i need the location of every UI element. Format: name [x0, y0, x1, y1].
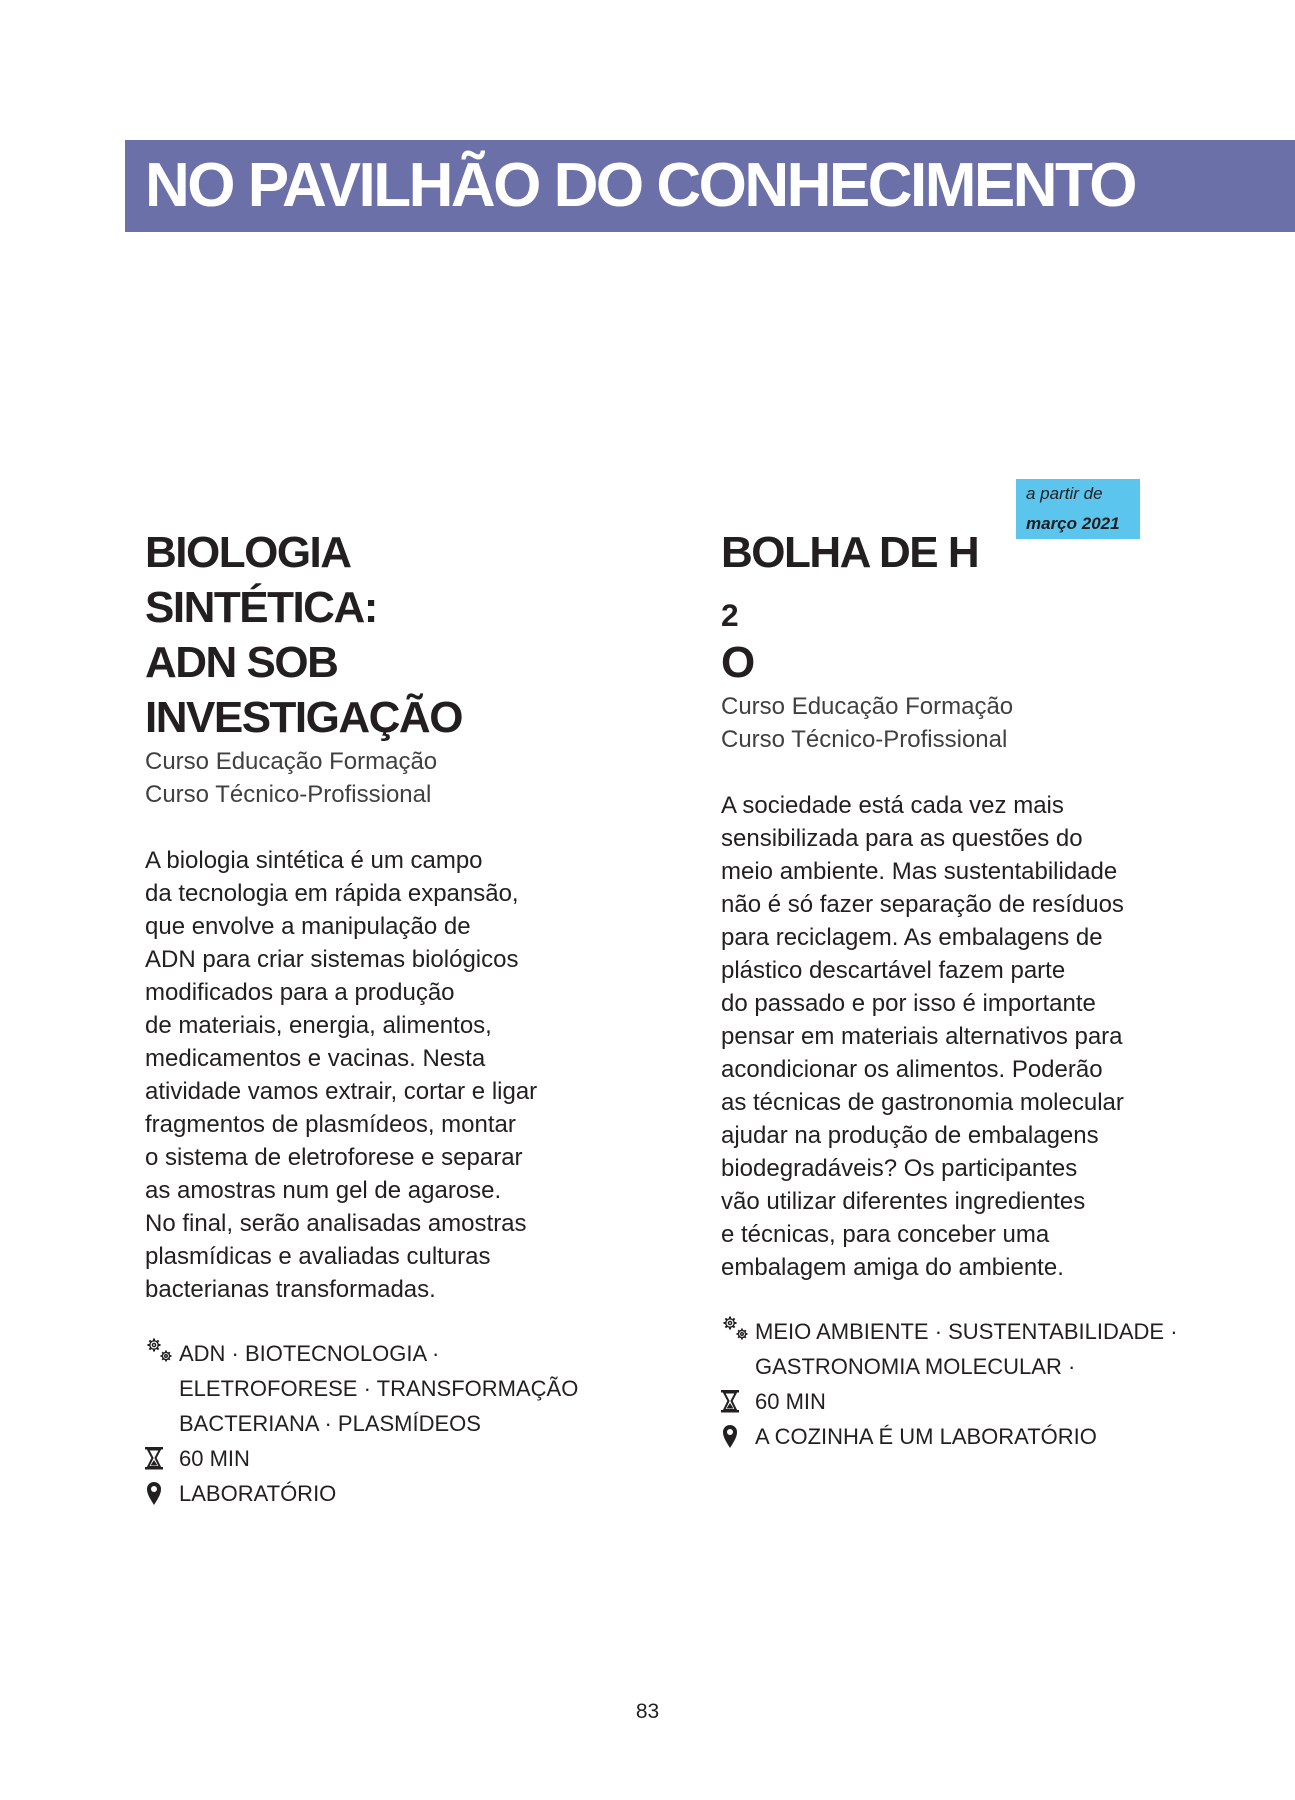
location-text: A COZINHA É UM LABORATÓRIO — [755, 1424, 1097, 1449]
duration-row — [145, 1441, 605, 1476]
description-line: biodegradáveis? Os participantes — [721, 1155, 1078, 1182]
title-subscript: 2 — [721, 597, 738, 633]
title-line — [721, 525, 1221, 690]
duration-row — [721, 1384, 1221, 1419]
description-line: para reciclagem. As embalagens de — [721, 924, 1103, 951]
location-pin-icon — [145, 1476, 179, 1511]
description-line: o sistema de eletroforese e separar — [145, 1144, 523, 1171]
description-line: A biologia sintética é um campo — [145, 847, 483, 874]
tags-row — [721, 1314, 1221, 1384]
description-line: e técnicas, para conceber uma — [721, 1221, 1050, 1248]
tag-line: MEIO AMBIENTE · SUSTENTABILIDADE · — [755, 1319, 1178, 1344]
title-line: SINTÉTICA: — [145, 583, 377, 632]
description-line: A sociedade está cada vez mais — [721, 792, 1064, 819]
description-line: vão utilizar diferentes ingredientes — [721, 1188, 1086, 1215]
course-list — [145, 745, 605, 811]
duration-text: 60 MIN — [179, 1446, 250, 1471]
badge-line: março 2021 — [1026, 514, 1120, 533]
hourglass-icon — [721, 1384, 755, 1419]
location-row — [721, 1419, 1221, 1454]
tags-text — [755, 1314, 1178, 1384]
description-line: modificados para a produção — [145, 979, 455, 1006]
gears-icon — [721, 1314, 755, 1349]
activity-description — [721, 789, 1221, 1284]
location-pin-icon — [721, 1419, 755, 1454]
location-text: LABORATÓRIO — [179, 1481, 337, 1506]
description-line: sensibilizada para as questões do — [721, 825, 1083, 852]
title-text: BOLHA DE H — [721, 528, 979, 577]
description-line: ajudar na produção de embalagens — [721, 1122, 1099, 1149]
badge-line: a partir de — [1026, 484, 1103, 503]
course-item: Curso Educação Formação — [721, 693, 1014, 720]
course-item: Curso Técnico-Profissional — [721, 726, 1008, 753]
hourglass-icon — [145, 1441, 179, 1476]
section-title: NO PAVILHÃO DO CONHECIMENTO — [145, 151, 1135, 220]
activity-description — [145, 844, 605, 1306]
location-row — [145, 1476, 605, 1511]
gears-icon — [145, 1336, 179, 1371]
description-line: meio ambiente. Mas sustentabilidade — [721, 858, 1118, 885]
course-list — [721, 690, 1221, 756]
page-number: 83 — [635, 1700, 660, 1723]
title-line: BIOLOGIA — [145, 528, 351, 577]
description-line: que envolve a manipulação de — [145, 913, 471, 940]
activity-title — [145, 525, 605, 745]
description-line: pensar em materiais alternativos para — [721, 1023, 1123, 1050]
description-line: No final, serão analisadas amostras — [145, 1210, 527, 1237]
activity-title — [721, 525, 1221, 690]
description-line: fragmentos de plasmídeos, montar — [145, 1111, 516, 1138]
description-line: ADN para criar sistemas biológicos — [145, 946, 519, 973]
tag-line: BACTERIANA · PLASMÍDEOS — [179, 1411, 481, 1436]
activity-biologia-sintetica — [145, 525, 605, 1511]
tags-text — [179, 1336, 578, 1441]
description-line: plástico descartável fazem parte — [721, 957, 1066, 984]
description-line: bacterianas transformadas. — [145, 1276, 436, 1303]
description-line: acondicionar os alimentos. Poderão — [721, 1056, 1103, 1083]
tag-line: GASTRONOMIA MOLECULAR · — [755, 1354, 1076, 1379]
activity-meta — [145, 1336, 605, 1511]
course-item: Curso Educação Formação — [145, 748, 438, 775]
description-line: as técnicas de gastronomia molecular — [721, 1089, 1124, 1116]
title-text: O — [721, 638, 754, 687]
description-line: atividade vamos extrair, cortar e ligar — [145, 1078, 538, 1105]
tag-line: ADN · BIOTECNOLOGIA · — [179, 1341, 440, 1366]
description-line: as amostras num gel de agarose. — [145, 1177, 502, 1204]
description-line: não é só fazer separação de resíduos — [721, 891, 1124, 918]
description-line: plasmídicas e avaliadas culturas — [145, 1243, 491, 1270]
description-line: do passado e por isso é importante — [721, 990, 1096, 1017]
course-item: Curso Técnico-Profissional — [145, 781, 432, 808]
tags-row — [145, 1336, 605, 1441]
description-line: embalagem amiga do ambiente. — [721, 1254, 1064, 1281]
title-line: INVESTIGAÇÃO — [145, 693, 462, 742]
title-line: ADN SOB — [145, 638, 338, 687]
duration-text: 60 MIN — [755, 1389, 826, 1414]
tag-line: ELETROFORESE · TRANSFORMAÇÃO — [179, 1376, 579, 1401]
description-line: da tecnologia em rápida expansão, — [145, 880, 519, 907]
activity-bolha-h2o — [721, 525, 1221, 1454]
description-line: medicamentos e vacinas. Nesta — [145, 1045, 486, 1072]
activity-meta — [721, 1314, 1221, 1454]
section-banner — [125, 140, 1295, 232]
description-line: de materiais, energia, alimentos, — [145, 1012, 492, 1039]
